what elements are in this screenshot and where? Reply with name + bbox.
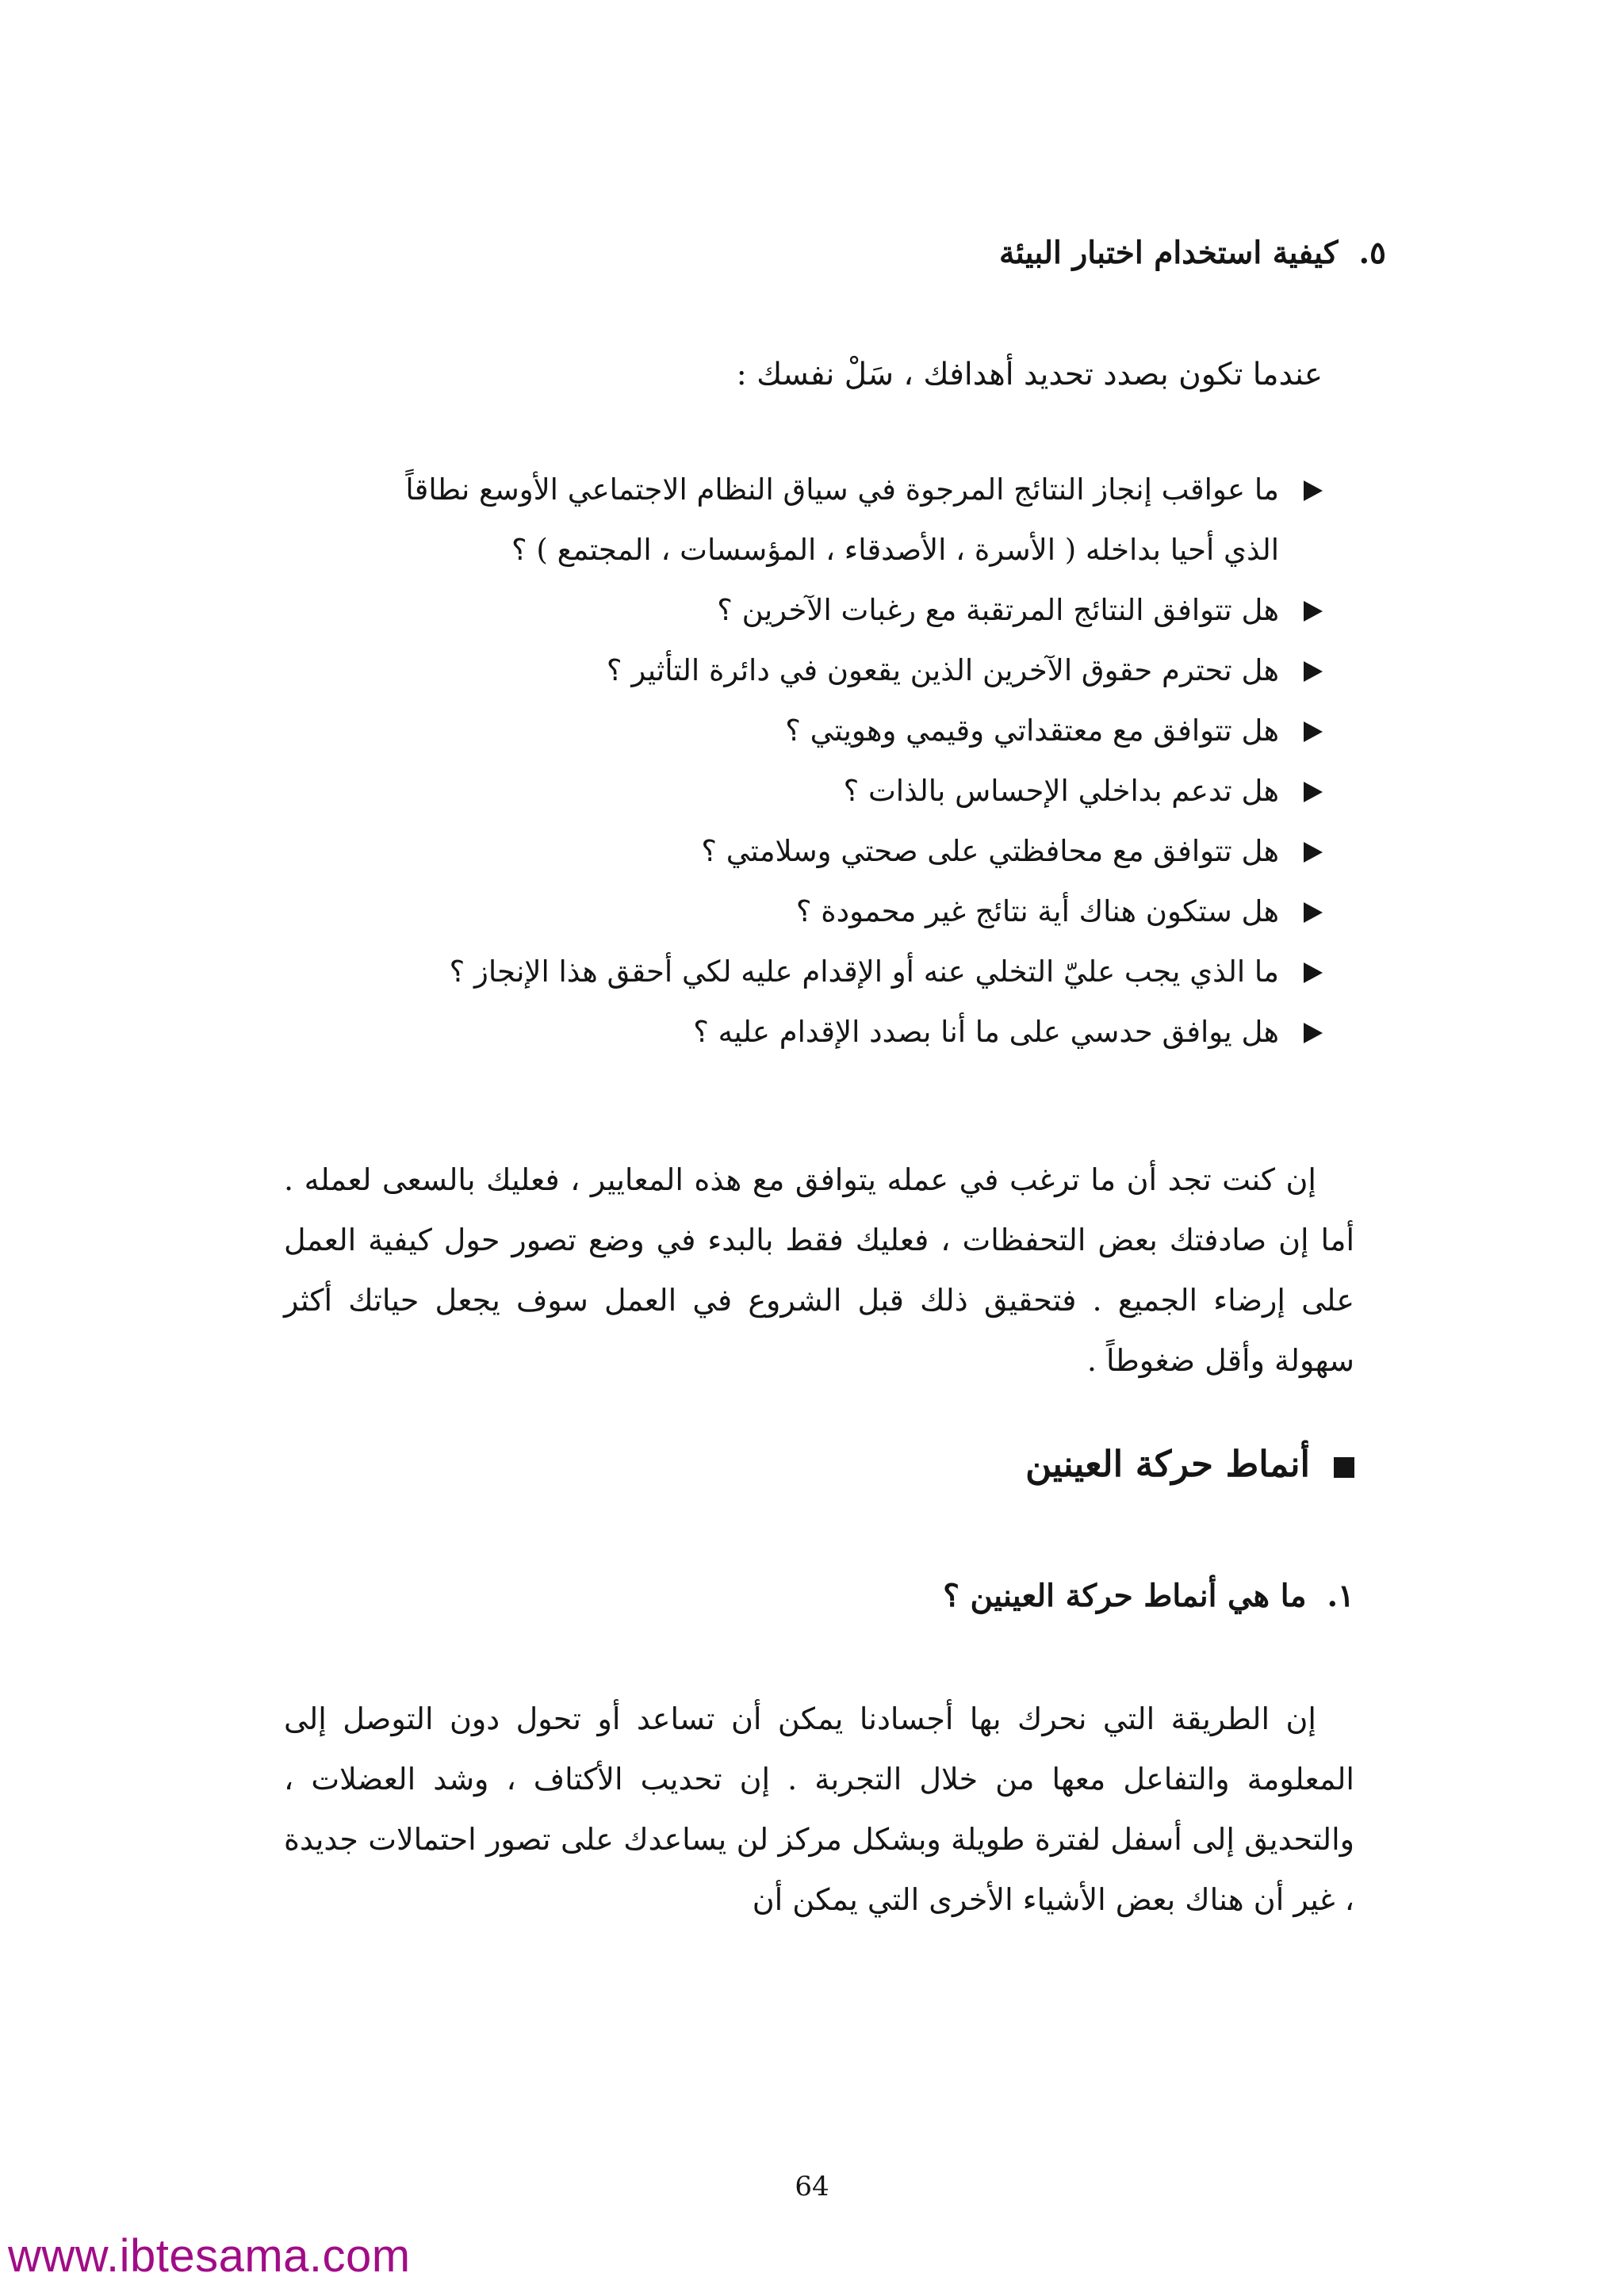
question-item (292, 580, 1323, 641)
section-5-number: ٥. (1358, 235, 1386, 271)
question-text: هل يوافق حدسي على ما أنا بصدد الإقدام عليه ؟ (693, 1015, 1279, 1049)
triangle-bullet-icon (1304, 721, 1323, 742)
body-paragraph: إن كنت تجد أن ما ترغب في عمله يتوافق مع هذه المعايير ، فعليك بالسعى لعمله . أما إن صادفتك بعض التحفظات ، فعليك فقط بالبدء في وضع تصور حول كيفية العمل على إرضاء الجميع . فتحقيق ذلك قبل الشروع في العمل سوف يجعل حياتك أكثر سهولة وأقل ضغوطاً . (284, 1162, 1354, 1378)
question-item (292, 460, 1323, 580)
question-text: هل تتوافق النتائج المرتقبة مع رغبات الآخرين ؟ (717, 593, 1279, 627)
section-5-heading (999, 235, 1386, 271)
question-item (292, 821, 1323, 882)
question-item (292, 641, 1323, 701)
page-number: 64 (795, 2171, 829, 2202)
question-list (292, 460, 1323, 1062)
question-text-continued: الذي أحيا بداخله ( الأسرة ، الأصدقاء ، المؤسسات ، المجتمع ) ؟ (511, 533, 1279, 567)
question-text: هل تتوافق مع معتقداتي وقيمي وهويتي ؟ (785, 714, 1279, 748)
square-bullet-icon (1334, 1457, 1354, 1478)
triangle-bullet-icon (1304, 962, 1323, 983)
question-item (292, 1002, 1323, 1062)
question-text: ما عواقب إنجاز النتائج المرجوة في سياق النظام الاجتماعي الأوسع نطاقاً (405, 473, 1279, 507)
triangle-bullet-icon (1304, 902, 1323, 923)
triangle-bullet-icon (1304, 661, 1323, 682)
question-text: هل تحترم حقوق الآخرين الذين يقعون في دائرة التأثير ؟ (606, 653, 1279, 687)
intro-text: عندما تكون بصدد تحديد أهدافك ، سَلْ نفسك : (736, 357, 1323, 392)
triangle-bullet-icon (1304, 782, 1323, 802)
question-text: هل ستكون هناك أية نتائج غير محمودة ؟ (795, 894, 1279, 928)
site-watermark: www.ibtesama.com (8, 2230, 411, 2282)
question-item (292, 942, 1323, 1002)
section-heading (1025, 1443, 1354, 1485)
body-paragraph: إن الطريقة التي نحرك بها أجسادنا يمكن أن تساعد أو تحول دون التوصل إلى المعلومة والتفاعل معها من خلال التجربة . إن تحديب الأكتاف ، وشد العضلات ، والتحديق إلى أسفل لفترة طويلة وبشكل مركز لن يساعدك على تصور احتمالات جديدة ، غير أن هناك بعض الأشياء الأخرى التي يمكن أن (284, 1701, 1354, 1917)
question-text: هل تتوافق مع محافظتي على صحتي وسلامتي ؟ (701, 834, 1279, 868)
section-5-title: كيفية استخدام اختبار البيئة (998, 235, 1339, 271)
triangle-bullet-icon (1304, 480, 1323, 501)
subsection-1-heading (943, 1578, 1354, 1614)
question-item (292, 761, 1323, 821)
triangle-bullet-icon (1304, 842, 1323, 863)
subsection-1-number: ١. (1327, 1578, 1354, 1614)
question-item (292, 882, 1323, 942)
triangle-bullet-icon (1304, 601, 1323, 622)
question-item (292, 701, 1323, 761)
question-text: ما الذي يجب عليّ التخلي عنه أو الإقدام عليه لكي أحقق هذا الإنجاز ؟ (449, 955, 1279, 989)
section-heading-text: أنماط حركة العينين (1025, 1443, 1310, 1485)
triangle-bullet-icon (1304, 1023, 1323, 1043)
question-text: هل تدعم بداخلي الإحساس بالذات ؟ (843, 774, 1279, 808)
subsection-1-title: ما هي أنماط حركة العينين ؟ (943, 1578, 1307, 1614)
